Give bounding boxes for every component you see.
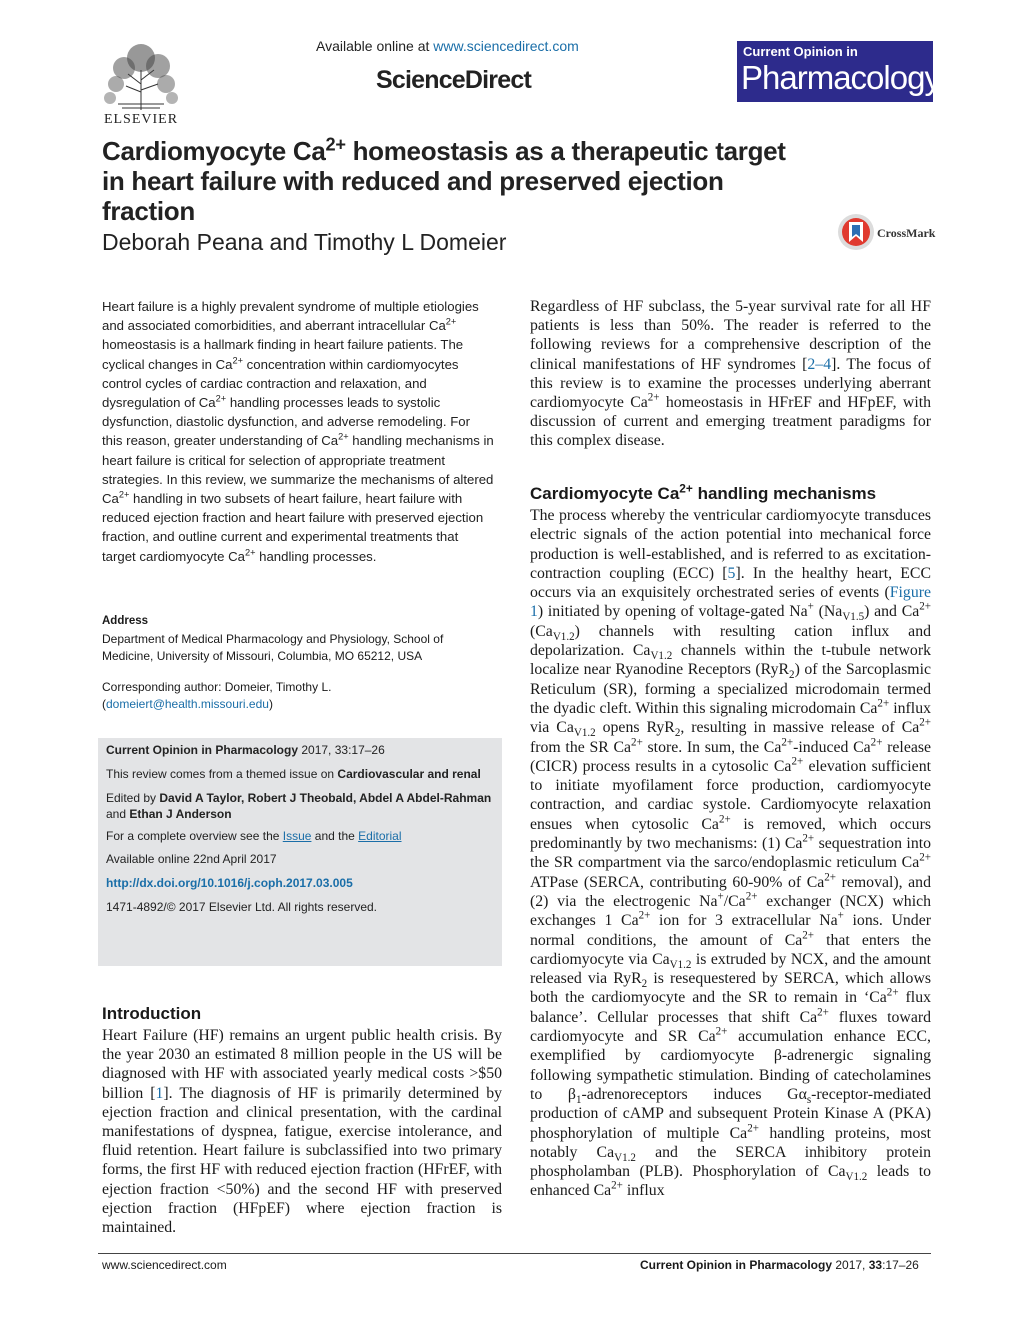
issue-link[interactable]: Issue — [282, 829, 312, 843]
title-sup: 2+ — [325, 134, 346, 155]
ecc-section-heading: Cardiomyocyte $Ca^{2+}$ handling mechanisms — [530, 481, 877, 503]
article-title — [102, 136, 792, 226]
ecc-section-text: The process whereby the ventricular cardiomyocyte transduces electric signals of the action potential into mechanical force production is well-established, and is referred to as excitation-contraction coupling (ECC) [5]. In the healthy heart, ECC occurs via an exquisitely orchestrated series of events (Figure 1) initiated by opening of voltage-gated Na+ $(Na_{V1.5})$ and $Ca^{2+}$ $(Ca_{V1.2})$ channels with resulting cation influx and depolarization. $Ca_{V1.2}$ channels within the t-tubule network localize near Ryanodine Receptors (RyR$_2$) of the Sarcoplasmic Reticulum (SR), forming a specialized microdomain termed the dyadic cleft. Within this signaling microdomain $Ca^{2+}$ influx via $Ca_{V1.2}$ opens RyR$_2$, resulting in massive release of $Ca^{2+}$ from the SR $Ca^{2+}$ store. In sum, the $Ca^{2+}$-induced $Ca^{2+}$ release (CICR) process results in a cytosolic $Ca^{2+}$ elevation sufficient to initiate myofilament force production, cardiomyocyte contraction, and cardiac systole. Cardiomyocyte relaxation ensues when cytosolic $Ca^{2+}$ is removed, which occurs predominantly by two mechanisms: (1) $Ca^{2+}$ sequestration into the SR compartment via the sarco/endoplasmic reticulum $Ca^{2+}$ ATPase (SERCA, contributing 60-90% of $Ca^{2+}$ removal), and (2) via the electrogenic $Na^+/Ca^{2+}$ exchanger (NCX) which exchanges 1 $Ca^{2+}$ ion for 3 extracellular Na+ ions. Under normal conditions, the amount of $Ca^{2+}$ that enters the cardiomyocyte via $Ca_{V1.2}$ is extruded by NCX, and the amount released via RyR$_2$ is resequestered by SERCA, which allows both the cardiomyocyte and the SR to remain in ‘$Ca^{2+}$ flux balance’. Cellular processes that shift $Ca^{2+}$ fluxes toward cardiomyocyte and SR $Ca^{2+}$ accumulation enhance ECC, exemplified by cardiomyocyte β-adrenergic signaling following sympathetic stimulation. Binding of catecholamines to $\beta_1$-adrenoreceptors induces $G\alpha_s-receptor$-mediated production of cAMP and subsequent Protein Kinase A (PKA) phosphorylation of multiple $Ca^{2+}$ handling proteins, most notably $Ca_{V1.2}$ and the SERCA inhibitory protein phospholamban (PLB). Phosphorylation of $Ca_{V1.2}$ leads to enhanced $Ca^{2+}$ influx — [530, 507, 932, 1200]
footer-website: www.sciencedirect.com — [102, 1258, 227, 1272]
introduction-text: Heart Failure (HF) remains an urgent public health crisis. By the year 2030 an estimated 8 million people in the US will be diagnosed with HF with associated yearly medical costs >$50 billion [1]. The diagnosis of HF is primarily determined by ejection fraction and clinical presentation, with the cardinal manifestations of dyspnea, fatigue, exercise intolerance, and fluid retention. Heart failure is subclassified into two primary forms, the first HF with reduced ejection fraction (HFrEF, with ejection fraction <50%) and the second HF with preserved ejection fraction (HFpEF) where ejection fraction is maintained. — [102, 1027, 502, 1237]
sciencedirect-link[interactable]: www.sciencedirect.com — [433, 38, 579, 54]
title-part2: homeostasis as a therapeutic target in heart failure with reduced and preserved ejection fraction — [102, 136, 786, 226]
title-part1: Cardiomyocyte Ca — [102, 136, 326, 166]
info-doi-row — [106, 875, 496, 891]
footer-citation: Current Opinion in Pharmacology 2017, 33:17–26 — [640, 1258, 919, 1272]
introduction-heading: Introduction — [102, 1004, 202, 1023]
info-theme: This review comes from a themed issue on Cardiovascular and renal — [106, 767, 481, 781]
journal-logo-main: Pharmacology — [741, 59, 940, 96]
info-overview: For a complete overview see the Issue and the Editorial — [106, 829, 402, 843]
info-editors: Edited by David A Taylor, Robert J Theobald, Abdel A Abdel-Rahman and Ethan J Anderson — [106, 791, 492, 821]
info-copyright: 1471-4892/© 2017 Elsevier Ltd. All rights reserved. — [106, 900, 377, 914]
address-text: Department of Medical Pharmacology and Physiology, School of Medicine, University of Missouri, Columbia, MO 65212, USA — [102, 632, 444, 663]
article-info-box — [98, 738, 502, 966]
editorial-link[interactable]: Editorial — [358, 829, 402, 843]
journal-logo-top: Current Opinion in — [743, 44, 858, 59]
ref-1-link[interactable]: 1 — [155, 1084, 164, 1102]
address-heading: Address — [102, 615, 149, 627]
info-available: Available online 22nd April 2017 — [106, 852, 277, 866]
footer-divider — [98, 1253, 931, 1254]
intro-continued-text: Regardless of HF subclass, the 5-year survival rate for all HF patients is less than 50%. The reader is referred to the following reviews for a comprehensive description of the clinical manifestations of HF syndromes [2–4]. The focus of this review is to examine the processes underlying aberrant cardiomyocyte $Ca^{2+}$ homeostasis in HFrEF and HFpEF, with discussion of current and emerging treatment paradigms for this complex disease. — [530, 298, 931, 450]
doi-link[interactable]: http://dx.doi.org/10.1016/j.coph.2017.03.005 — [106, 876, 353, 890]
article-authors: Deborah Peana and Timothy L Domeier — [102, 229, 507, 255]
corresponding-author: Corresponding author: Domeier, Timothy L. (domeiert@health.missouri.edu) — [102, 680, 332, 711]
crossmark-label: CrossMark — [877, 226, 936, 240]
available-prefix: Available online at — [316, 38, 434, 54]
info-citation: Current Opinion in Pharmacology 2017, 33:17–26 — [106, 743, 385, 757]
ref-5-link[interactable]: 5 — [727, 564, 736, 582]
abstract: Heart failure is a highly prevalent syndrome of multiple etiologies and associated comorbidities, and aberrant intracellular $Ca^{2+}$ homeostasis is a hallmark finding in heart failure patients. The cyclical changes in $Ca^{2+}$ concentration within cardiomyocytes control cycles of cardiac contraction and relaxation, and dysregulation of $Ca^{2+}$ handling processes leads to systolic dysfunction, diastolic dysfunction, and adverse remodeling. For this reason, greater understanding of $Ca^{2+}$ handling mechanisms in heart failure is critical for selection of appropriate treatment strategies. In this review, we summarize the mechanisms of altered $Ca^{2+}$ handling in two subsets of heart failure, heart failure with reduced ejection fraction and heart failure with preserved ejection fraction, and outline current and experimental treatments that target cardiomyocyte $Ca^{2+}$ handling processes. — [102, 299, 494, 564]
journal-logo — [737, 41, 940, 102]
available-online — [316, 38, 579, 54]
author-email-link[interactable]: domeiert@health.missouri.edu — [106, 697, 269, 711]
ref-2-4-link[interactable]: 2–4 — [807, 355, 832, 373]
figure-1-link[interactable]: Figure 1 — [530, 584, 931, 621]
sciencedirect-wordmark: ScienceDirect — [376, 66, 531, 94]
elsevier-wordmark: ELSEVIER — [103, 112, 179, 127]
crossmark-icon — [836, 212, 876, 252]
